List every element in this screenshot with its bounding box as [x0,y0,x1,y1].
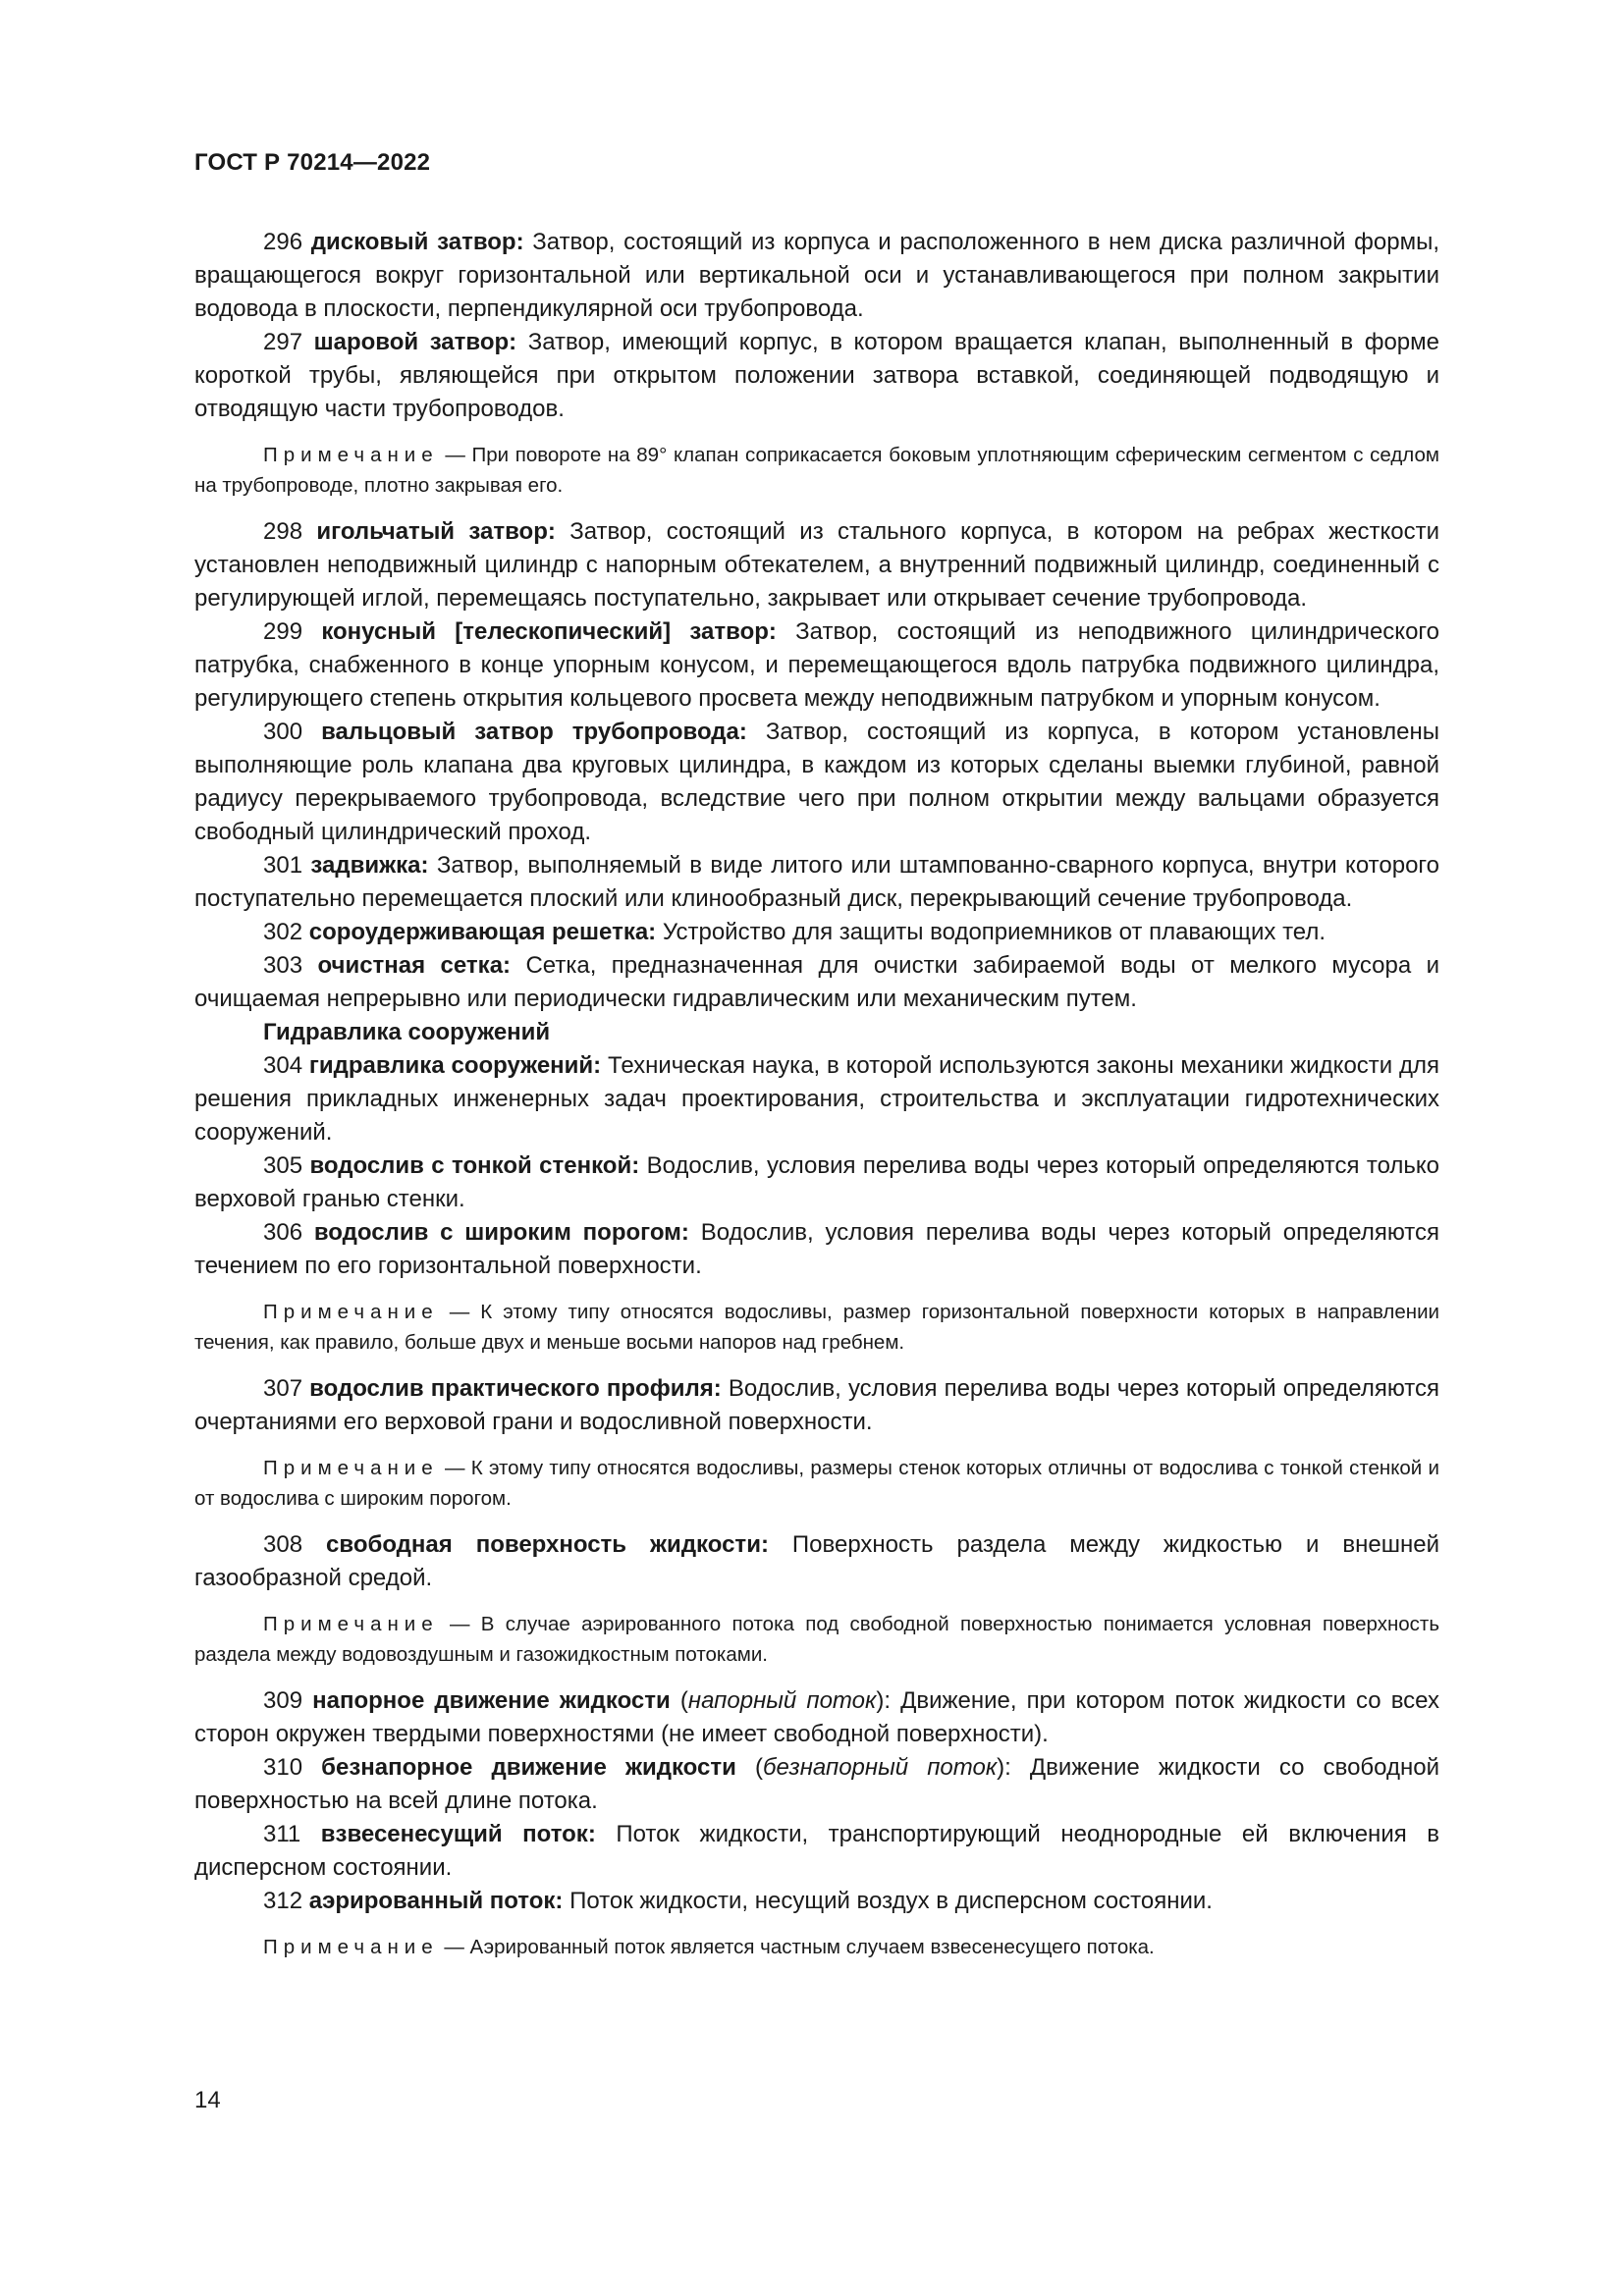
entry-term: вальцовый затвор трубопровода: [321,719,747,745]
entry-number: 310 [263,1754,303,1781]
entry-term: шаровой затвор: [313,329,517,355]
term-entry [194,1528,1439,1595]
note [194,1932,1439,1962]
note [194,1453,1439,1514]
entry-definition: Поток жидкости, несущий воздух в дисперсном состоянии. [563,1888,1213,1914]
note-label: Примечание [263,1936,439,1958]
note-text: — К этому типу относятся водосливы, размер горизонтальной поверхности которых в направлении течения, как правило, больше двух и меньше восьми напоров над гребнем. [194,1301,1439,1354]
entry-number: 299 [263,618,303,645]
term-entry [194,226,1439,326]
entry-number: 304 [263,1052,303,1079]
note [194,1609,1439,1670]
entry-number: 305 [263,1152,303,1179]
entry-term: аэрированный поток: [308,1888,564,1914]
entry-definition: Затвор, состоящий из корпуса и расположенного в нем диска различной формы, вращающегося вокруг горизонтальной или вертикальной оси и устанавливающегося при полном закрытии водовода в плоскости, перпендикулярной оси трубопровода. [194,229,1440,322]
entry-definition: Водослив, условия перелива воды через который определяются очертаниями его верховой грани и водосливной поверхности. [194,1375,1440,1435]
entry-definition: Устройство для защиты водоприемников от плавающих тел. [656,919,1326,945]
alt-open: ( [670,1687,688,1714]
entry-number: 298 [263,518,303,545]
entry-term: водослив практического профиля: [309,1375,722,1402]
alt-close: ) [997,1754,1005,1781]
entry-definition: : Движение, при котором поток жидкости со всех сторон окружен твердыми поверхностями (не имеет свободной поверхности). [194,1687,1439,1747]
note-label: Примечание [263,1457,439,1479]
term-entry [194,615,1439,716]
note-label: Примечание [263,444,439,466]
alt-close: ) [876,1687,885,1714]
entry-definition: Водослив, условия перелива воды через который определяются только верховой гранью стенки. [194,1152,1440,1212]
entry-term: свободная поверхность жидкости: [326,1531,769,1558]
entry-alt-term: безнапорный поток [762,1754,998,1781]
entry-term: напорное движение жидкости [312,1687,671,1714]
entry-term: водослив с тонкой стенкой: [309,1152,640,1179]
entry-definition: Сетка, предназначенная для очистки забираемой воды от мелкого мусора и очищаемая непрерывно или периодически гидравлическим или механическим путем. [194,952,1439,1012]
note-text: — При повороте на 89° клапан соприкасается боковым уплотняющим сферическим сегментом с седлом на трубопроводе, плотно закрывая его. [194,444,1439,497]
entry-alt-term: напорный поток [687,1687,877,1714]
term-entry [194,916,1439,949]
note [194,1297,1439,1358]
term-entry [194,1372,1439,1439]
entry-term: игольчатый затвор: [316,518,556,545]
note-text: — Аэрированный поток является частным случаем взвесенесущего потока. [438,1936,1155,1958]
note-text: — В случае аэрированного потока под свободной поверхностью понимается условная поверхность раздела между водовоздушным и газожидкостным потоками. [194,1613,1439,1666]
entry-definition: Затвор, состоящий из неподвижного цилиндрического патрубка, снабженного в конце упорным конусом, и перемещающегося вдоль патрубка подвижного цилиндра, регулирующего степень открытия кольцевого просвета между неподвижным патрубком и упорным конусом. [194,618,1439,712]
note-text: — К этому типу относятся водосливы, размеры стенок которых отличны от водослива с тонкой стенкой и от водослива с широким порогом. [194,1457,1439,1510]
entry-definition: Поток жидкости, транспортирующий неоднородные ей включения в дисперсном состоянии. [194,1821,1439,1881]
note-label: Примечание [263,1301,439,1323]
note-label: Примечание [263,1613,439,1635]
entry-number: 300 [263,719,303,745]
entry-definition: Поверхность раздела между жидкостью и внешней газообразной средой. [194,1531,1440,1591]
term-entry [194,1049,1439,1149]
term-entry [194,1149,1439,1216]
term-entry [194,1751,1439,1818]
term-entry [194,1818,1439,1885]
entry-definition: Затвор, состоящий из стального корпуса, в котором на ребрах жесткости установлен неподвижный цилиндр с напорным обтекателем, а внутренний подвижный цилиндр, соединенный с регулирующей иглой, перемещаясь поступательно, закрывает или открывает сечение трубопровода. [194,518,1439,612]
entry-number: 312 [263,1888,303,1914]
term-entry [194,515,1439,615]
entry-number: 306 [263,1219,303,1246]
alt-open: ( [735,1754,763,1781]
term-entry [194,326,1439,426]
entry-term: безнапорное движение жидкости [321,1754,736,1781]
entry-definition: Водослив, условия перелива воды через который определяются течением по его горизонтальной поверхности. [194,1219,1440,1279]
entry-term: задвижка: [310,852,429,879]
term-entry [194,1216,1439,1283]
entry-term: взвесенесущий поток: [320,1821,596,1847]
entry-term: гидравлика сооружений: [308,1052,602,1079]
document-header: ГОСТ Р 70214—2022 [194,149,431,176]
section-heading: Гидравлика сооружений [263,1019,551,1045]
document-body [194,226,1439,1977]
term-entry [194,1684,1439,1751]
entry-number: 297 [263,329,303,355]
entry-definition: Затвор, имеющий корпус, в котором вращается клапан, выполненный в форме короткой трубы, являющейся при открытом положении затвора вставкой, соединяющей подводящую и отводящую части трубопроводов. [194,329,1439,422]
term-entry [194,849,1439,916]
entry-number: 296 [263,229,303,255]
entry-term: сороудерживающая решетка: [308,919,657,945]
entry-definition: Затвор, состоящий из корпуса, в котором установлены выполняющие роль клапана два круговых цилиндра, в каждом из которых сделаны выемки глубиной, равной радиусу перекрываемого трубопровода, вследствие чего при полном открытии между вальцами образуется свободный цилиндрический проход. [194,719,1439,845]
term-entry [194,1885,1439,1918]
entry-number: 309 [263,1687,303,1714]
entry-number: 307 [263,1375,303,1402]
entry-term: водослив с широким порогом: [313,1219,689,1246]
entry-definition: Затвор, выполняемый в виде литого или штампованно-сварного корпуса, внутри которого поступательно перемещается плоский или клинообразный диск, перекрывающий сечение трубопровода. [194,852,1439,912]
term-entry [194,716,1439,849]
entry-number: 301 [263,852,303,879]
entry-number: 302 [263,919,303,945]
page-number: 14 [194,2087,221,2113]
entry-number: 311 [263,1821,301,1847]
entry-term: очистная сетка: [317,952,512,979]
term-entry [194,949,1439,1016]
entry-number: 308 [263,1531,303,1558]
entry-number: 303 [263,952,303,979]
entry-term: дисковый затвор: [310,229,524,255]
entry-definition: : Движение жидкости со свободной поверхностью на всей длине потока. [194,1754,1440,1814]
entry-definition: Техническая наука, в которой используются законы механики жидкости для решения прикладных инженерных задач проектирования, строительства и эксплуатации гидротехнических сооружений. [194,1052,1440,1146]
entry-term: конусный [телескопический] затвор: [321,618,777,645]
note [194,440,1439,501]
